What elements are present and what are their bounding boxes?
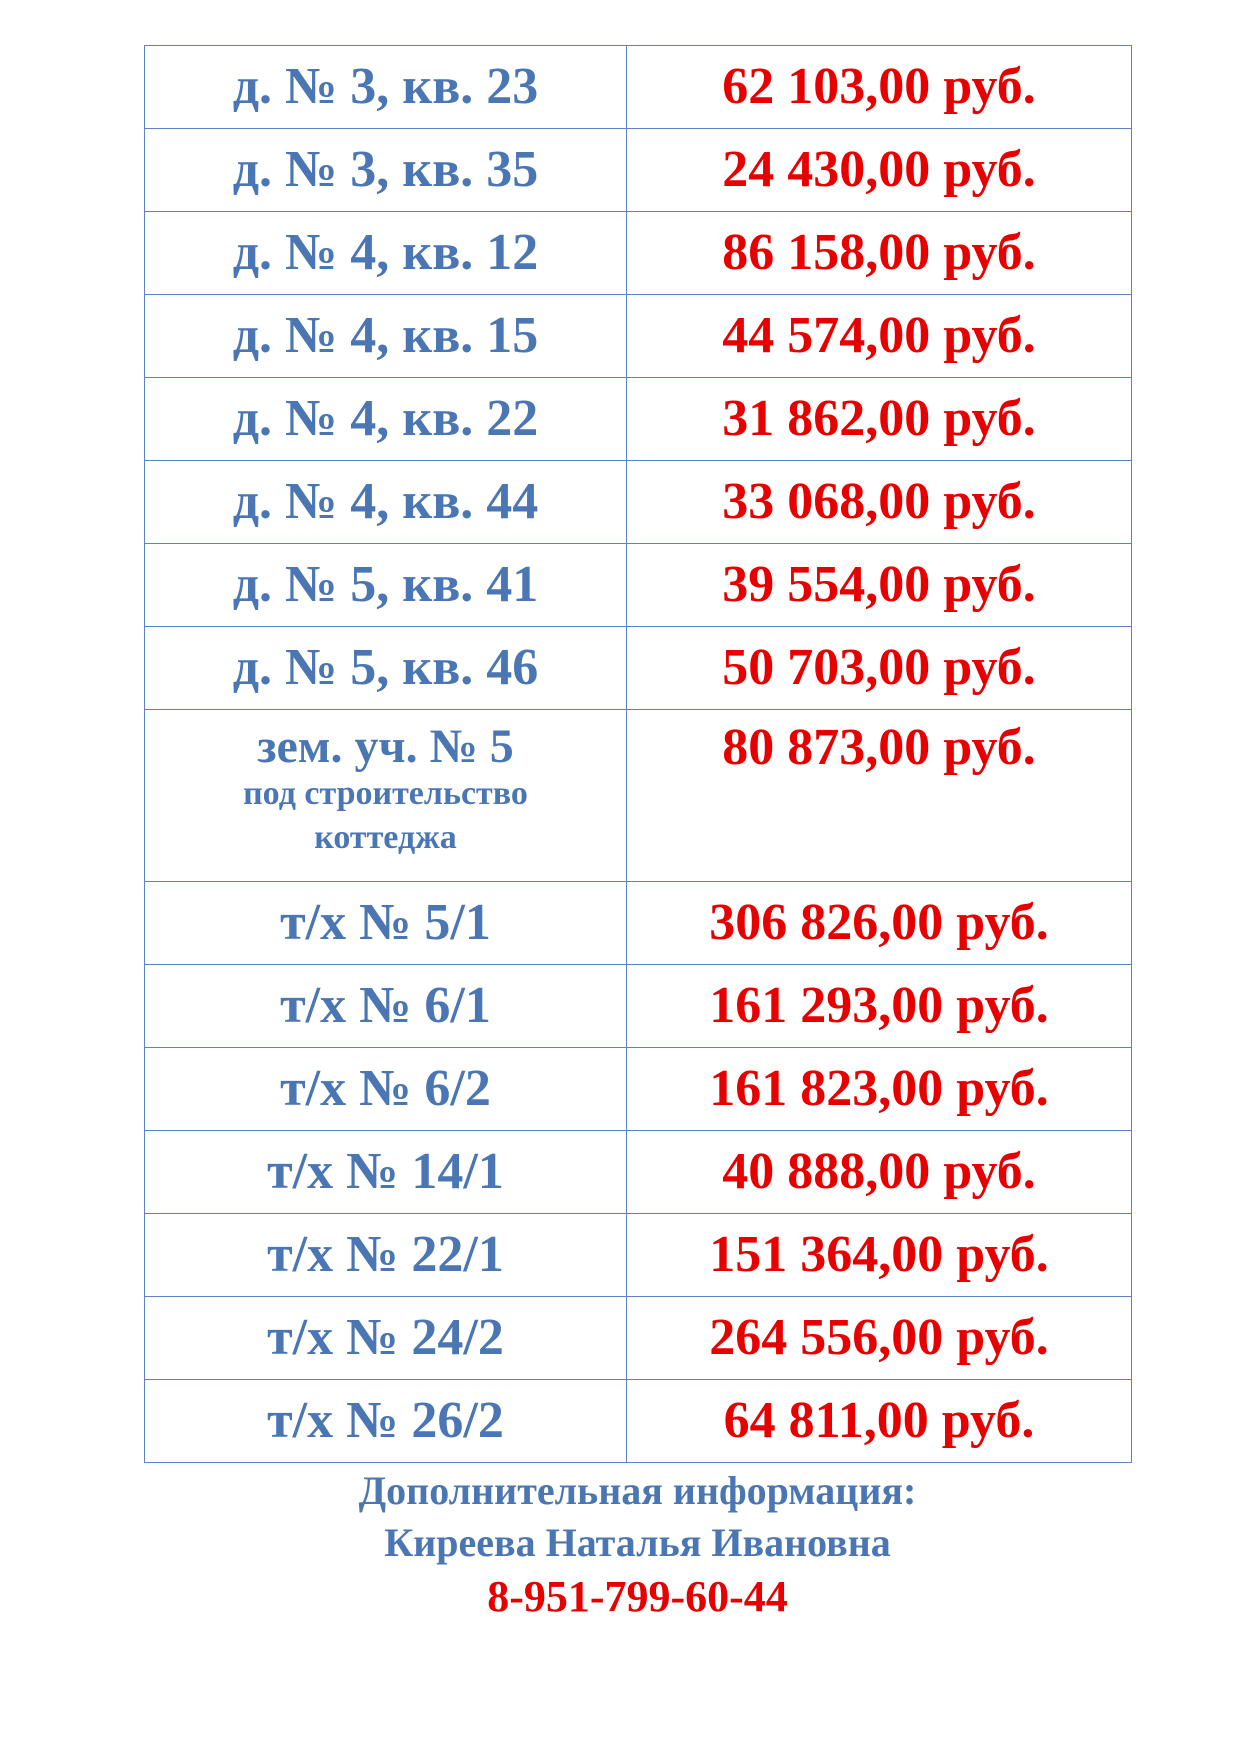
address-cell: д. № 4, кв. 15 [145, 295, 627, 378]
address-sub-text: под строительство [243, 775, 528, 812]
address-main-text: зем. уч. № 5 [257, 720, 514, 773]
table-row [145, 129, 1132, 212]
address-cell: т/х № 6/2 [145, 1048, 627, 1131]
amount-cell: 306 826,00 руб. [627, 882, 1132, 965]
address-cell: т/х № 6/1 [145, 965, 627, 1048]
address-cell [145, 710, 627, 882]
address-cell: д. № 3, кв. 23 [145, 46, 627, 129]
amount-cell: 264 556,00 руб. [627, 1297, 1132, 1380]
table-row [145, 461, 1132, 544]
table-row [145, 882, 1132, 965]
amount-cell: 50 703,00 руб. [627, 627, 1132, 710]
contact-footer [144, 1465, 1131, 1625]
table-row [145, 1297, 1132, 1380]
address-cell: д. № 4, кв. 12 [145, 212, 627, 295]
address-cell: д. № 5, кв. 46 [145, 627, 627, 710]
address-cell: т/х № 5/1 [145, 882, 627, 965]
amount-cell: 62 103,00 руб. [627, 46, 1132, 129]
contact-name: Киреева Наталья Ивановна [384, 1520, 891, 1565]
table-row [145, 544, 1132, 627]
amount-cell: 151 364,00 руб. [627, 1214, 1132, 1297]
debt-table [144, 45, 1132, 1463]
address-cell: т/х № 14/1 [145, 1131, 627, 1214]
amount-cell: 40 888,00 руб. [627, 1131, 1132, 1214]
amount-cell: 33 068,00 руб. [627, 461, 1132, 544]
amount-cell: 31 862,00 руб. [627, 378, 1132, 461]
additional-info-label: Дополнительная информация: [358, 1468, 917, 1513]
amount-cell: 64 811,00 руб. [627, 1380, 1132, 1463]
address-cell: д. № 5, кв. 41 [145, 544, 627, 627]
amount-cell: 86 158,00 руб. [627, 212, 1132, 295]
table-row [145, 1380, 1132, 1463]
amount-cell: 80 873,00 руб. [627, 710, 1132, 882]
table-row [145, 1048, 1132, 1131]
address-cell: т/х № 24/2 [145, 1297, 627, 1380]
table-row [145, 710, 1132, 882]
amount-cell: 161 823,00 руб. [627, 1048, 1132, 1131]
table-row [145, 1131, 1132, 1214]
address-sub-text: коттеджа [314, 819, 457, 856]
address-cell: д. № 3, кв. 35 [145, 129, 627, 212]
address-cell: т/х № 22/1 [145, 1214, 627, 1297]
amount-cell: 39 554,00 руб. [627, 544, 1132, 627]
table-row [145, 295, 1132, 378]
table-row [145, 378, 1132, 461]
amount-cell: 24 430,00 руб. [627, 129, 1132, 212]
amount-cell: 161 293,00 руб. [627, 965, 1132, 1048]
table-row [145, 212, 1132, 295]
amount-cell: 44 574,00 руб. [627, 295, 1132, 378]
address-cell: т/х № 26/2 [145, 1380, 627, 1463]
table-row [145, 627, 1132, 710]
contact-phone: 8-951-799-60-44 [487, 1572, 788, 1621]
table-row [145, 46, 1132, 129]
table-row [145, 1214, 1132, 1297]
address-cell: д. № 4, кв. 44 [145, 461, 627, 544]
address-cell: д. № 4, кв. 22 [145, 378, 627, 461]
table-row [145, 965, 1132, 1048]
